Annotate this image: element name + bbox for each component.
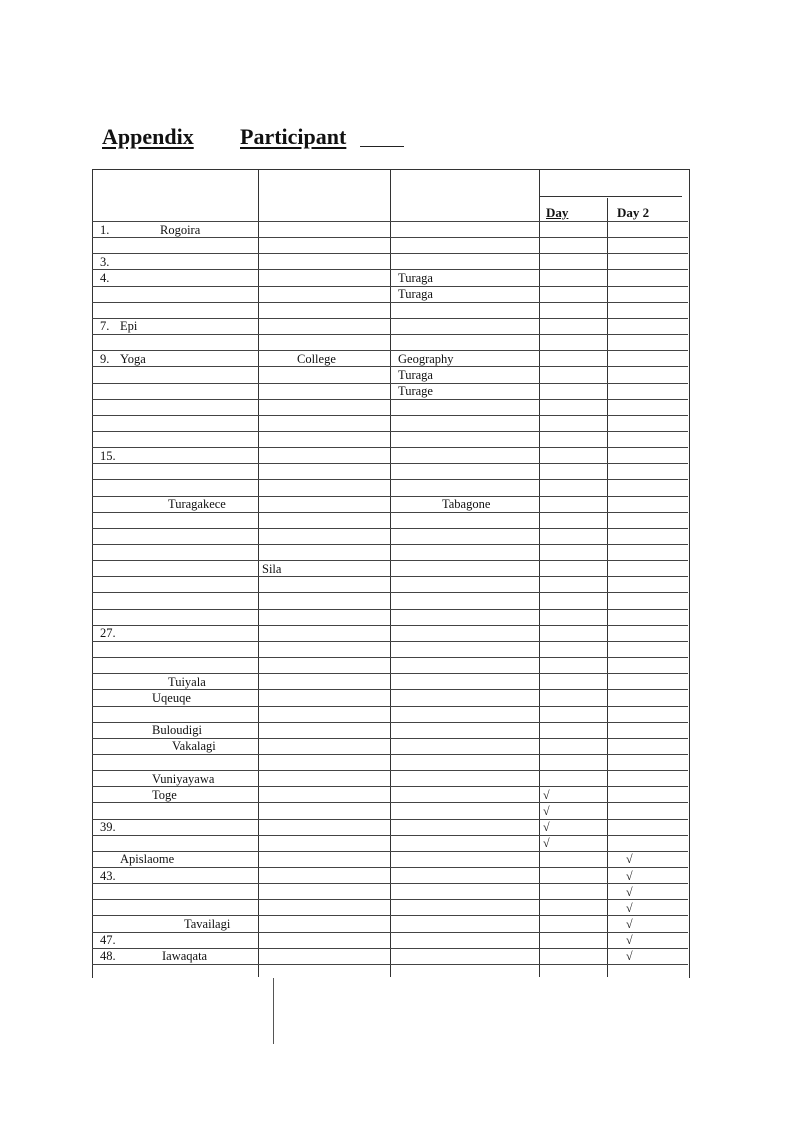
row-number: 9. <box>100 351 110 366</box>
participant-name: Vakalagi <box>172 739 216 754</box>
day2-tick: √ <box>626 884 633 899</box>
institution: Sila <box>262 561 282 576</box>
row-number: 27. <box>100 626 116 641</box>
row-number: 7. <box>100 319 110 334</box>
row-line <box>92 366 688 367</box>
row-line <box>92 431 688 432</box>
participant-name: Tavailagi <box>184 916 231 931</box>
row-line <box>92 835 688 836</box>
row-line <box>92 641 688 642</box>
row-line <box>92 609 688 610</box>
row-line <box>92 253 688 254</box>
row-line <box>92 932 688 933</box>
row-number: 43. <box>100 868 116 883</box>
subject: Tabagone <box>442 497 491 512</box>
participant-name: Apislaome <box>120 852 175 867</box>
day1-tick: √ <box>543 820 550 835</box>
row-line <box>92 318 688 319</box>
row-line <box>92 334 688 335</box>
institution: College <box>297 351 336 366</box>
appendix-title: Appendix <box>102 124 194 149</box>
row-line <box>92 915 688 916</box>
row-line <box>92 479 688 480</box>
row-line <box>92 447 688 448</box>
subject: Geography <box>398 351 454 366</box>
subject: Turage <box>398 384 433 398</box>
row-line <box>92 883 688 884</box>
subject: Turaga <box>398 367 433 382</box>
column-divider <box>607 198 608 977</box>
stray-mark <box>273 978 274 1044</box>
row-line <box>92 399 688 400</box>
day2-tick: √ <box>626 949 633 964</box>
row-line <box>92 657 688 658</box>
row-line <box>92 350 688 351</box>
row-line <box>92 269 688 270</box>
day1-tick: √ <box>543 836 550 851</box>
day2-tick: √ <box>626 900 633 915</box>
participant-name: Vuniyayawa <box>152 771 215 786</box>
row-line <box>92 286 688 287</box>
row-number: 39. <box>100 820 116 835</box>
column-divider <box>390 169 391 977</box>
row-line <box>92 544 688 545</box>
row-line <box>92 899 688 900</box>
row-line <box>92 415 688 416</box>
row-number: 47. <box>100 933 116 948</box>
participant-name: Tuiyala <box>168 674 206 689</box>
day1-header: Day <box>546 205 569 220</box>
participant-name: Epi <box>120 319 138 334</box>
column-divider <box>258 169 259 977</box>
day2-tick: √ <box>626 852 633 867</box>
header-separator <box>540 196 682 197</box>
subject: Turaga <box>398 270 433 285</box>
row-line <box>92 819 688 820</box>
day2-tick: √ <box>626 933 633 948</box>
row-number: 3. <box>100 254 110 269</box>
participant-name: Toge <box>152 787 177 802</box>
column-divider <box>539 169 540 977</box>
day2-tick: √ <box>626 868 633 883</box>
row-line <box>92 625 688 626</box>
title-underline <box>360 146 404 147</box>
day2-tick: √ <box>626 916 633 931</box>
row-line <box>92 592 688 593</box>
row-line <box>92 560 688 561</box>
row-line <box>92 802 688 803</box>
participant-name: Uqeuqe <box>152 690 191 705</box>
row-line <box>92 383 688 384</box>
day1-tick: √ <box>543 787 550 802</box>
participant-name: Rogoira <box>160 222 201 237</box>
day2-header: Day 2 <box>617 205 650 220</box>
day1-tick: √ <box>543 803 550 818</box>
row-line <box>92 851 688 852</box>
row-number: 48. <box>100 949 116 964</box>
participant-table <box>92 169 690 978</box>
row-number: 1. <box>100 222 110 237</box>
participant-name: Yoga <box>120 351 146 366</box>
subject: Turaga <box>398 287 433 302</box>
participant-name: Buloudigi <box>152 723 203 738</box>
participant-name: Iawaqata <box>162 949 208 964</box>
participant-title: Participant <box>240 124 347 149</box>
participant-name: Turagakece <box>168 497 226 512</box>
row-line <box>92 302 688 303</box>
row-number: 4. <box>100 270 110 285</box>
row-line <box>92 867 688 868</box>
row-number: 15. <box>100 448 116 463</box>
row-line <box>92 576 688 577</box>
row-line <box>92 528 688 529</box>
row-line <box>92 463 688 464</box>
